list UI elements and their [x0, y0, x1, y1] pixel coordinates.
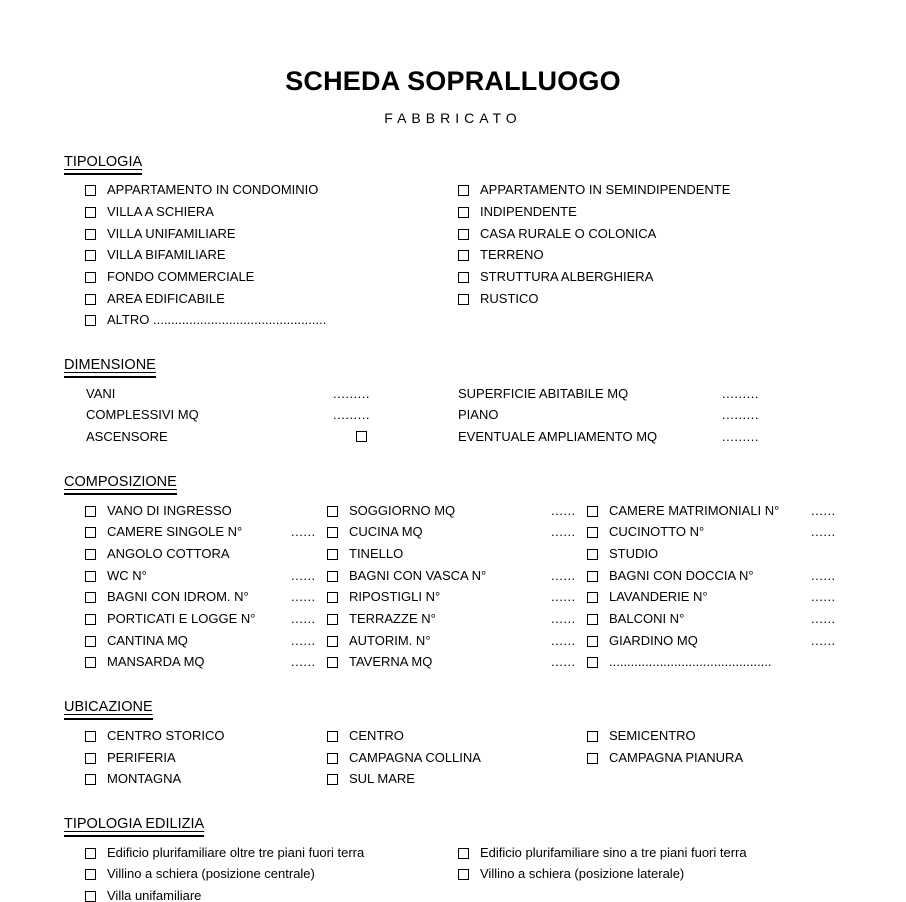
tipologia-right-item-label: APPARTAMENTO IN SEMINDIPENDENTE	[480, 182, 731, 197]
dim-label-ascensore: ASCENSORE	[86, 429, 168, 444]
composizione-col3-item-label: STUDIO	[609, 546, 659, 561]
tipologia-left-item-label: AREA EDIFICABILE	[107, 291, 225, 306]
composizione-col3-item-value[interactable]: ......	[811, 589, 836, 604]
checkbox[interactable]	[327, 527, 338, 538]
composizione-col3-item-label: .............................................	[609, 654, 772, 669]
tipologia-right-item-label: INDIPENDENTE	[480, 204, 577, 219]
checkbox[interactable]	[85, 614, 96, 625]
dim-label-ampliamento: EVENTUALE AMPLIAMENTO MQ	[458, 429, 658, 444]
tipologia-left-item-label: APPARTAMENTO IN CONDOMINIO	[107, 182, 319, 197]
checkbox[interactable]	[85, 592, 96, 603]
checkbox[interactable]	[587, 527, 598, 538]
checkbox[interactable]	[587, 592, 598, 603]
checkbox[interactable]	[458, 848, 469, 859]
checkbox[interactable]	[85, 207, 96, 218]
checkbox[interactable]	[327, 753, 338, 764]
composizione-col2-item-label: RIPOSTIGLI N°	[349, 589, 441, 604]
composizione-col1-item-label: PORTICATI E LOGGE N°	[107, 611, 256, 626]
ubicazione-col2-item-label: CAMPAGNA COLLINA	[349, 750, 481, 765]
dim-label-vani: VANI	[86, 386, 116, 401]
checkbox[interactable]	[587, 657, 598, 668]
checkbox[interactable]	[85, 185, 96, 196]
composizione-col3-item-value[interactable]: ......	[811, 568, 836, 583]
dim-value-superficie[interactable]: .........	[722, 386, 760, 401]
composizione-col2-item-value[interactable]: ......	[551, 589, 576, 604]
composizione-col1-item-value[interactable]: ......	[291, 611, 316, 626]
composizione-col2-item-label: TINELLO	[349, 546, 404, 561]
composizione-col2-item-value[interactable]: ......	[551, 503, 576, 518]
edilizia-left-item-label: Edificio plurifamiliare oltre tre piani fuori terra	[107, 845, 365, 860]
edilizia-right-item-label: Edificio plurifamiliare sino a tre piani fuori terra	[480, 845, 747, 860]
checkbox[interactable]	[327, 592, 338, 603]
checkbox[interactable]	[327, 657, 338, 668]
composizione-col2-item-value[interactable]: ......	[551, 524, 576, 539]
checkbox[interactable]	[587, 636, 598, 647]
checkbox[interactable]	[458, 294, 469, 305]
composizione-col1-item-value[interactable]: ......	[291, 589, 316, 604]
checkbox[interactable]	[85, 250, 96, 261]
ubicazione-col1-item-label: MONTAGNA	[107, 771, 182, 786]
tipologia-left-item-label: FONDO COMMERCIALE	[107, 269, 255, 284]
composizione-col1-item-label: VANO DI INGRESSO	[107, 503, 232, 518]
composizione-col2-item-label: TAVERNA MQ	[349, 654, 433, 669]
checkbox[interactable]	[85, 753, 96, 764]
checkbox[interactable]	[85, 294, 96, 305]
composizione-col1-item-label: MANSARDA MQ	[107, 654, 205, 669]
checkbox[interactable]	[85, 506, 96, 517]
composizione-col1-item-value[interactable]: ......	[291, 633, 316, 648]
composizione-col1-item-label: BAGNI CON IDROM. N°	[107, 589, 249, 604]
checkbox[interactable]	[85, 571, 96, 582]
composizione-col3-item-label: CAMERE MATRIMONIALI N°	[609, 503, 780, 518]
checkbox[interactable]	[85, 229, 96, 240]
composizione-col3-item-label: LAVANDERIE N°	[609, 589, 708, 604]
page-subtitle: FABBRICATO	[384, 110, 522, 126]
tipologia-left-item-label: ALTRO ................................................	[107, 312, 327, 327]
composizione-col3-item-label: BALCONI N°	[609, 611, 685, 626]
section-tipologia-edilizia-title: TIPOLOGIA EDILIZIA	[64, 816, 205, 832]
ubicazione-col3-item-label: CAMPAGNA PIANURA	[609, 750, 744, 765]
dim-value-piano[interactable]: .........	[722, 407, 760, 422]
composizione-col2-item-label: AUTORIM. N°	[349, 633, 431, 648]
dim-value-vani[interactable]: .........	[333, 386, 371, 401]
composizione-col1-item-value[interactable]: ......	[291, 654, 316, 669]
checkbox[interactable]	[85, 774, 96, 785]
checkbox[interactable]	[587, 571, 598, 582]
composizione-col2-item-value[interactable]: ......	[551, 654, 576, 669]
checkbox[interactable]	[458, 185, 469, 196]
checkbox[interactable]	[587, 731, 598, 742]
checkbox[interactable]	[85, 848, 96, 859]
checkbox[interactable]	[587, 614, 598, 625]
dim-value-complessivi[interactable]: .........	[333, 407, 371, 422]
checkbox[interactable]	[85, 527, 96, 538]
composizione-col3-item-value[interactable]: ......	[811, 611, 836, 626]
section-ubicazione-title: UBICAZIONE	[64, 699, 153, 715]
composizione-col2-item-value[interactable]: ......	[551, 611, 576, 626]
tipologia-left-item-label: VILLA BIFAMILIARE	[107, 247, 226, 262]
checkbox[interactable]	[458, 250, 469, 261]
ubicazione-col1-item-label: CENTRO STORICO	[107, 728, 225, 743]
tipologia-right-item-label: STRUTTURA ALBERGHIERA	[480, 269, 654, 284]
section-composizione-title: COMPOSIZIONE	[64, 474, 177, 490]
checkbox[interactable]	[85, 549, 96, 560]
checkbox[interactable]	[458, 229, 469, 240]
checkbox[interactable]	[587, 506, 598, 517]
composizione-col3-item-value[interactable]: ......	[811, 524, 836, 539]
ubicazione-col1-item-label: PERIFERIA	[107, 750, 176, 765]
composizione-col3-item-label: CUCINOTTO N°	[609, 524, 705, 539]
checkbox[interactable]	[85, 657, 96, 668]
dim-label-superficie: SUPERFICIE ABITABILE MQ	[458, 386, 629, 401]
checkbox[interactable]	[327, 549, 338, 560]
section-dimensione-title: DIMENSIONE	[64, 357, 156, 373]
ubicazione-col2-item-label: CENTRO	[349, 728, 404, 743]
composizione-col2-item-label: BAGNI CON VASCA N°	[349, 568, 487, 583]
checkbox[interactable]	[85, 272, 96, 283]
ascensore-checkbox[interactable]	[356, 431, 367, 442]
ubicazione-col3-item-label: SEMICENTRO	[609, 728, 696, 743]
checkbox[interactable]	[85, 869, 96, 880]
composizione-col2-item-value[interactable]: ......	[551, 568, 576, 583]
checkbox[interactable]	[85, 891, 96, 902]
checkbox[interactable]	[85, 731, 96, 742]
ubicazione-col2-item-label: SUL MARE	[349, 771, 415, 786]
checkbox[interactable]	[327, 731, 338, 742]
edilizia-left-item-label: Villino a schiera (posizione centrale)	[107, 866, 315, 881]
checkbox[interactable]	[458, 869, 469, 880]
composizione-col3-item-label: GIARDINO MQ	[609, 633, 698, 648]
composizione-col3-item-value[interactable]: ......	[811, 503, 836, 518]
page-title: SCHEDA SOPRALLUOGO	[285, 66, 621, 96]
checkbox[interactable]	[327, 636, 338, 647]
composizione-col1-item-label: WC N°	[107, 568, 147, 583]
composizione-col3-item-value[interactable]: ......	[811, 633, 836, 648]
checkbox[interactable]	[458, 207, 469, 218]
composizione-col1-item-label: CAMERE SINGOLE N°	[107, 524, 243, 539]
checkbox[interactable]	[85, 636, 96, 647]
composizione-col2-item-label: SOGGIORNO MQ	[349, 503, 456, 518]
edilizia-left-item-label: Villa unifamiliare	[107, 888, 202, 902]
dim-value-ampliamento[interactable]: .........	[722, 429, 760, 444]
dim-label-piano: PIANO	[458, 407, 499, 422]
dim-label-complessivi: COMPLESSIVI MQ	[86, 407, 199, 422]
tipologia-right-item-label: CASA RURALE O COLONICA	[480, 226, 657, 241]
composizione-col2-item-label: CUCINA MQ	[349, 524, 423, 539]
composizione-col1-item-value[interactable]: ......	[291, 524, 316, 539]
checkbox[interactable]	[327, 774, 338, 785]
checkbox[interactable]	[327, 506, 338, 517]
composizione-col2-item-value[interactable]: ......	[551, 633, 576, 648]
tipologia-left-item-label: VILLA UNIFAMILIARE	[107, 226, 236, 241]
checkbox[interactable]	[85, 315, 96, 326]
composizione-col1-item-label: CANTINA MQ	[107, 633, 188, 648]
composizione-col3-item-label: BAGNI CON DOCCIA N°	[609, 568, 754, 583]
checkbox[interactable]	[327, 614, 338, 625]
checkbox[interactable]	[327, 571, 338, 582]
tipologia-right-item-label: TERRENO	[480, 247, 544, 262]
composizione-col1-item-label: ANGOLO COTTORA	[107, 546, 230, 561]
checkbox[interactable]	[458, 272, 469, 283]
composizione-col2-item-label: TERRAZZE N°	[349, 611, 436, 626]
composizione-col1-item-value[interactable]: ......	[291, 568, 316, 583]
tipologia-right-item-label: RUSTICO	[480, 291, 539, 306]
checkbox[interactable]	[587, 753, 598, 764]
section-tipologia-title: TIPOLOGIA	[64, 154, 143, 170]
tipologia-left-item-label: VILLA A SCHIERA	[107, 204, 214, 219]
checkbox[interactable]	[587, 549, 598, 560]
edilizia-right-item-label: Villino a schiera (posizione laterale)	[480, 866, 685, 881]
